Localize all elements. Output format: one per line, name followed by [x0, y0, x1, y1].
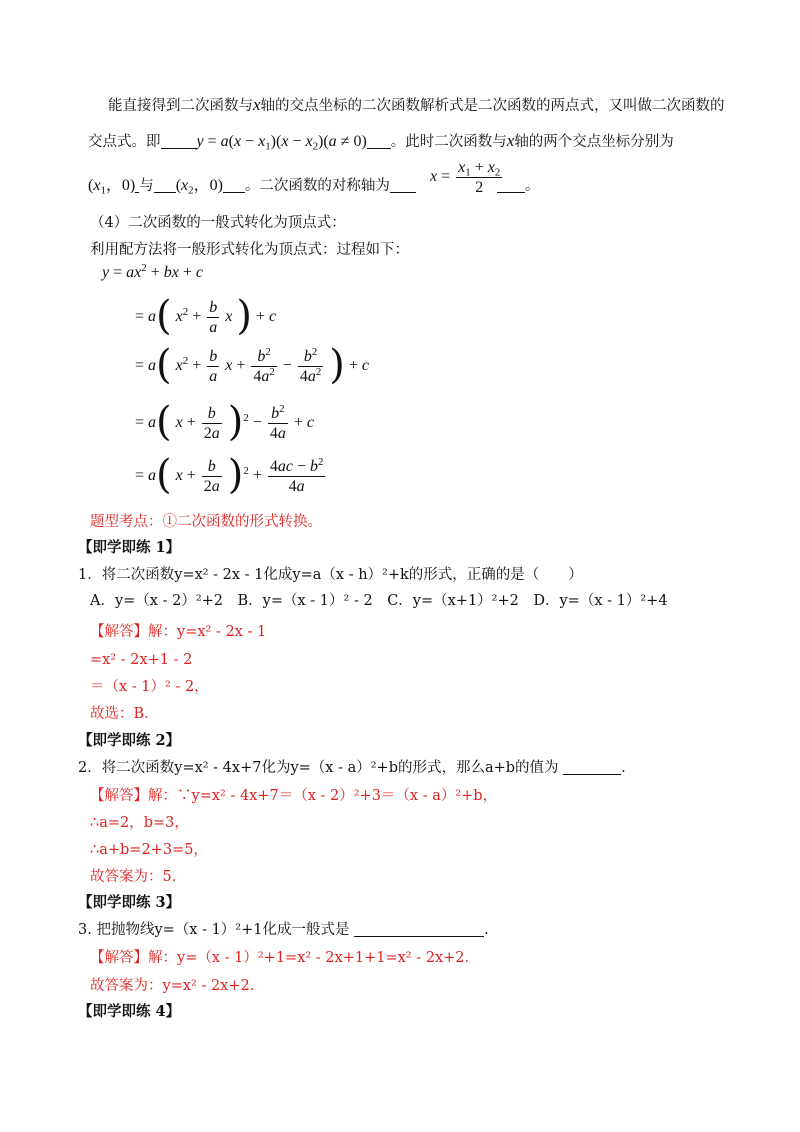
practice-1-answer-1: 【解答】解：y=x² - 2x - 1 [90, 624, 267, 640]
practice-1-answer-4: 故选：B． [90, 706, 159, 722]
two-point-formula: $y = a(x - x_1)(x - x_2)(a \ne 0)$ [196, 133, 367, 153]
section4-title: （4）二次函数的一般式转化为顶点式： [90, 215, 346, 231]
practice-2-answer-4: 故答案为：5． [90, 869, 187, 885]
derivation-line-1: $y = ax^2$ + bx + c [102, 262, 203, 281]
practice-4-header: 【即学即练 4】 [78, 1003, 181, 1020]
practice-2-answer-2: ∴a=2，b=3， [90, 815, 189, 831]
practice-1-options: A．y=（x - 2）²+2 B．y=（x - 1）² - 2 C．y=（x+1）²+2 D．y=（x - 1）²+4 [90, 593, 668, 609]
derivation-line-5: = a( x + $\frac{b}{2a}$ )$^2$ + $\frac{4ac - b^2}{4a}$ [135, 451, 324, 498]
practice-1-answer-2: =x² - 2x+1 - 2 [90, 652, 193, 668]
point-1: ($x_1$，0) [88, 177, 136, 197]
intro-line-3: ($x_1$，0) 与 ($x_2$，0) 。二次函数的对称轴为 [88, 176, 416, 196]
practice-3-answer-1: 【解答】解：y=（x - 1）²+1=x² - 2x+1+1=x² - 2x+2． [90, 950, 479, 966]
practice-3-answer-2: 故答案为：y=x² - 2x+2． [90, 978, 265, 994]
practice-2-header: 【即学即练 2】 [78, 732, 181, 749]
point-2: ($x_2$，0) [175, 177, 223, 197]
intro-line-1: 能直接得到二次函数与x轴的交点坐标的二次函数解析式是二次函数的两点式，又叫做二次函数的 [108, 95, 725, 114]
intro-line-2: 交点式。即 $y = a(x - x_1)(x - x_2)(a \ne 0)$ 。此时二次函数与x轴的两个交点坐标分别为 [88, 131, 674, 153]
derivation-line-4: = a( x + $\frac{b}{2a}$ )$^2$ − $\frac{b^2}{4a}$ + c [135, 398, 314, 445]
practice-2-question-line: 2．将二次函数y=x² - 4x+7化为y=（x - a）²+b的形式，那么a+b的值为 . [78, 760, 626, 776]
practice-3-header: 【即学即练 3】 [78, 894, 181, 911]
symmetry-axis-formula: x = $\frac{x_1 + x_2}{2}$ [430, 159, 501, 196]
exam-point: 题型考点：①二次函数的形式转换。 [90, 514, 322, 530]
section4-desc: 利用配方法将一般形式转化为顶点式：过程如下： [90, 242, 409, 258]
practice-2-answer-3: ∴a+b=2+3=5， [90, 842, 208, 858]
derivation-line-3: = a( $x^2$ + $\frac{b}{a}$ x + $\frac{b^2}{4a^2}$ − $\frac{b^2}{4a^2}$ ) + c [135, 341, 370, 388]
practice-1-answer-3: ＝（x - 1）² - 2， [90, 679, 209, 695]
practice-1-question: 1．将二次函数y=x² - 2x - 1化成y=a（x - h）²+k的形式，正确的是（ ） [78, 567, 583, 583]
practice-2-answer-1: 【解答】解：∵y=x² - 4x+7＝（x - 2）²+3＝（x - a）²+b， [90, 788, 498, 804]
practice-3-question-line: 3. 把抛物线y=（x - 1）²+1化成一般式是 . [78, 922, 489, 938]
practice-1-header: 【即学即练 1】 [78, 539, 181, 556]
derivation-line-2: = a( $x^2$ + $\frac{b}{a}$ x ) + c [135, 292, 277, 339]
